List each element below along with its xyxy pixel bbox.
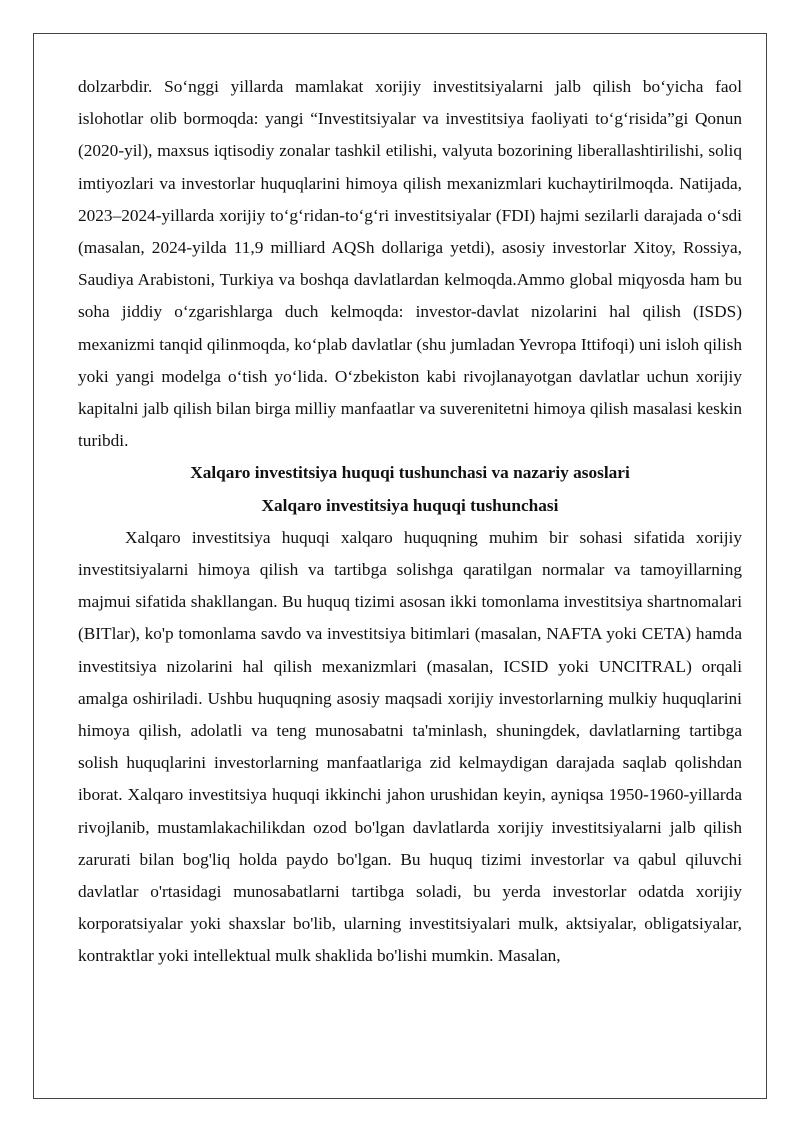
paragraph-body: Xalqaro investitsiya huquqi xalqaro huquqning muhim bir sohasi sifatida xorijiy investitsiyalarni himoya qilish va tartibga solishga qaratilgan normalar va tamoyillarning majmui sifatida shakllangan. Bu huquq tizimi asosan ikki tomonlama investitsiya shartnomalari (BITlar), ko'p tomonlama savdo va investitsiya bitimlari (masalan, NAFTA yoki CETA) hamda investitsiya nizolarini hal qilish mexanizmlari (masalan, ICSID yoki UNCITRAL) orqali amalga oshiriladi. Ushbu huquqning asosiy maqsadi xorijiy investorlarning mulkiy huquqlarini himoya qilish, adolatli va teng munosabatni ta'minlash, shuningdek, davlatlarning tartibga solish huquqlarini investorlarning manfaatlariga zid kelmaydigan darajada saqlab qolishdan iborat. Xalqaro investitsiya huquqi ikkinchi jahon urushidan keyin, ayniqsa 1950-1960-yillarda rivojlanib, mustamlakachilikdan ozod bo'lgan davlatlarda xorijiy investitsiyalarni jalb qilish zarurati bilan bog'liq holda paydo bo'lgan. Bu huquq tizimi investorlar va qabul qiluvchi davlatlar o'rtasidagi munosabatlarni tartibga soladi, bu yerda investorlar odatda xorijiy korporatsiyalar yoki shaxslar bo'lib, ularning investitsiyalari mulk, aktsiyalar, obligatsiyalar, kontraktlar yoki intellektual mulk shaklida bo'lishi mumkin. Masalan, [78,527,742,966]
paragraph-continuation: dolzarbdir. So‘nggi yillarda mamlakat xorijiy investitsiyalarni jalb qilish bo‘yicha faol islohotlar olib bormoqda: yangi “Investitsiyalar va investitsiya faoliyati to‘g‘risida”gi Qonun (2020-yil), maxsus iqtisodiy zonalar tashkil etilishi, valyuta bozorining liberallashtirilishi, soliq imtiyozlari va investorlar huquqlarini himoya qilish mexanizmlari kuchaytirilmoqda. Natijada, 2023–2024-yillarda xorijiy to‘g‘ridan-to‘g‘ri investitsiyalar (FDI) hajmi sezilarli darajada o‘sdi (masalan, 2024-yilda 11,9 milliard AQSh dollariga yetdi), asosiy investorlar Xitoy, Rossiya, Saudiya Arabistoni, Turkiya va boshqa davlatlardan kelmoqda.Ammo global miqyosda ham bu soha jiddiy o‘zgarishlarga duch kelmoqda: investor-davlat nizolarini hal qilish (ISDS) mexanizmi tanqid qilinmoqda, ko‘plab davlatlar (shu jumladan Yevropa Ittifoqi) uni isloh qilish yoki yangi modelga o‘tish yo‘lida. O‘zbekiston kabi rivojlanayotgan davlatlar uchun xorijiy kapitalni jalb qilish bilan birga milliy manfaatlar va suverenitetni himoya qilish masalasi keskin turibdi. [78,77,742,451]
section-heading: Xalqaro investitsiya huquqi tushunchasi va nazariy asoslari [190,463,630,483]
document-body [78,71,742,973]
subsection-heading: Xalqaro investitsiya huquqi tushunchasi [261,495,559,515]
